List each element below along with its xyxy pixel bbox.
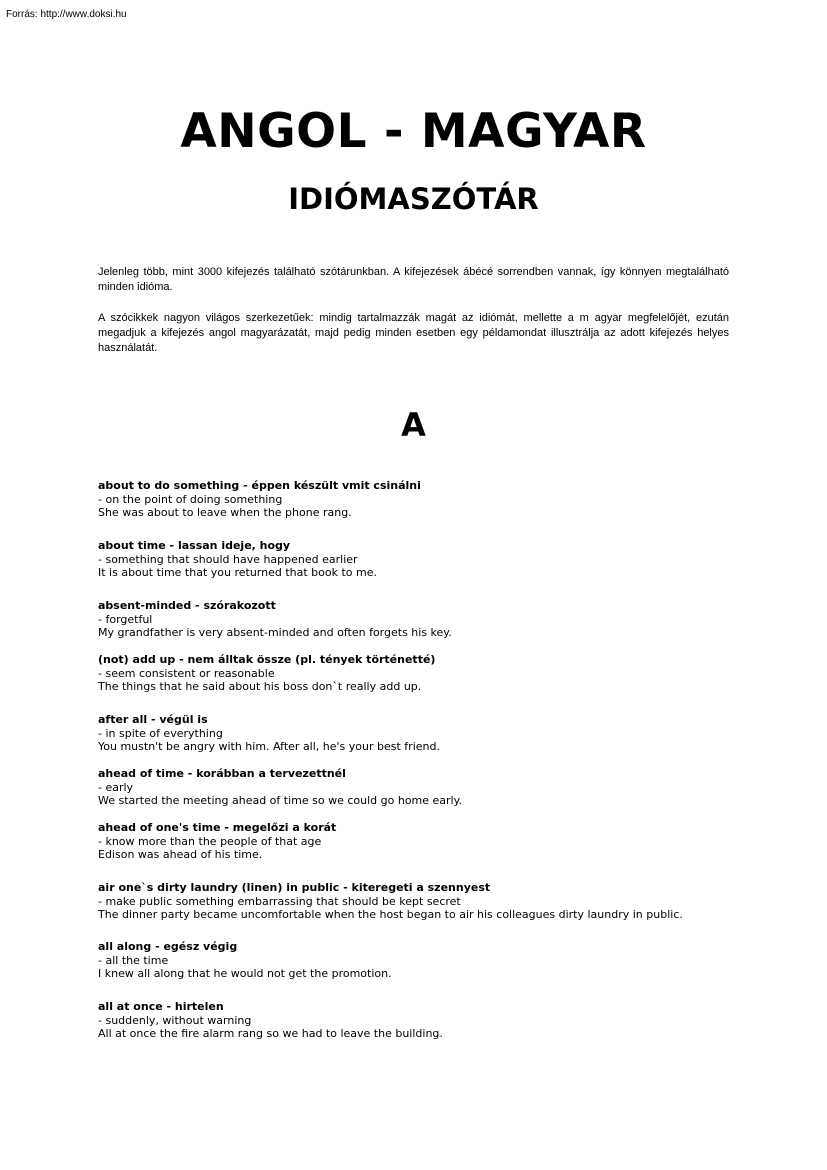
- entry-definition: - make public something embarrassing that should be kept secret: [98, 894, 461, 908]
- entry-definition: - something that should have happened earlier: [98, 552, 358, 566]
- entry-example: We started the meeting ahead of time so we could go home early.: [98, 794, 463, 807]
- entry-definition: - forgetful: [98, 612, 153, 626]
- entry-definition: - early: [98, 780, 134, 794]
- entry-definition: - in spite of everything: [98, 726, 223, 740]
- page-title: ANGOL - MAGYAR: [180, 104, 647, 159]
- dictionary-entry: [98, 599, 738, 640]
- dictionary-entry: [98, 479, 738, 520]
- entry-headword: all along - egész végig: [98, 940, 238, 953]
- entry-headword: air one`s dirty laundry (linen) in public - kiteregeti a szennyest: [98, 881, 491, 894]
- entry-example: My grandfather is very absent-minded and often forgets his key.: [98, 626, 452, 639]
- entry-headword: all at once - hirtelen: [98, 1000, 224, 1013]
- dictionary-entry: [98, 767, 738, 808]
- entry-headword: ahead of one's time - megelőzi a korát: [98, 821, 337, 834]
- dictionary-entry: [98, 653, 738, 694]
- entry-example: I knew all along that he would not get the promotion.: [98, 967, 392, 980]
- entry-example: She was about to leave when the phone rang.: [98, 506, 352, 519]
- entry-headword: after all - végül is: [98, 713, 208, 726]
- intro-paragraph-2: A szócikkek nagyon világos szerkezetűek: mindig tartalmazzák magát az idiómát, mellette a m agyar megfelelőjét, ezután megadjuk a kifejezés angol magyarázatát, majd pedig minden esetben egy példamondat illusztrálja az adott kifejezés helyes használatát.: [98, 312, 729, 354]
- entry-example: Edison was ahead of his time.: [98, 848, 263, 861]
- entry-definition: - seem consistent or reasonable: [98, 666, 275, 680]
- dictionary-entry: [98, 713, 738, 754]
- entry-example: It is about time that you returned that book to me.: [98, 566, 378, 579]
- entry-example: You mustn't be angry with him. After all, he's your best friend.: [98, 740, 440, 753]
- dictionary-entry: [98, 940, 738, 981]
- dictionary-entry: [98, 1000, 738, 1041]
- entry-example: All at once the fire alarm rang so we had to leave the building.: [98, 1027, 443, 1040]
- entry-headword: about to do something - éppen készült vmit csinálni: [98, 479, 421, 492]
- entry-definition: - suddenly, without warning: [98, 1013, 252, 1027]
- entry-headword: (not) add up - nem álltak össze (pl. tények történetté): [98, 653, 436, 666]
- entry-example: The dinner party became uncomfortable when the host began to air his colleagues dirty laundry in public.: [98, 908, 683, 921]
- entry-definition: - on the point of doing something: [98, 492, 283, 506]
- section-letter: A: [401, 406, 426, 444]
- source-line: Forrás: http://www.doksi.hu: [6, 9, 127, 20]
- dictionary-entry: [98, 821, 738, 862]
- entry-headword: absent-minded - szórakozott: [98, 599, 276, 612]
- dictionary-entry: [98, 539, 738, 580]
- entry-example: The things that he said about his boss don`t really add up.: [98, 680, 422, 693]
- entry-definition: - all the time: [98, 953, 169, 967]
- page-subtitle: IDIÓMASZÓTÁR: [288, 182, 539, 216]
- entry-headword: about time - lassan ideje, hogy: [98, 539, 291, 552]
- entry-headword: ahead of time - korábban a tervezettnél: [98, 767, 346, 780]
- dictionary-entry: [98, 881, 738, 922]
- entry-definition: - know more than the people of that age: [98, 834, 322, 848]
- intro-paragraph-1: Jelenleg több, mint 3000 kifejezés található szótárunkban. A kifejezések ábécé sorrendben vannak, így könnyen megtalálható minden idióma.: [98, 266, 729, 293]
